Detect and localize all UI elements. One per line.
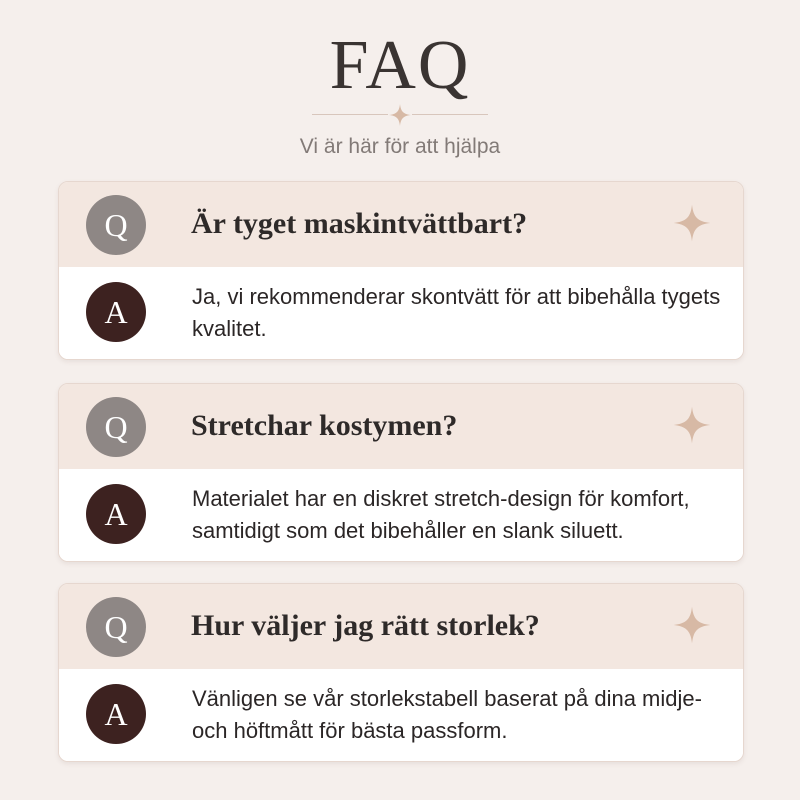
sparkle-icon (672, 405, 712, 445)
answer-row (59, 669, 743, 761)
page-title: FAQ (329, 27, 471, 104)
question-row (59, 384, 743, 470)
question-row (59, 182, 743, 268)
faq-item (58, 181, 744, 360)
question-badge: Q (86, 597, 146, 657)
page-subtitle: Vi är här för att hjälpa (299, 135, 501, 158)
answer-badge: A (86, 282, 146, 342)
question-text: Hur väljer jag rätt storlek? (191, 609, 540, 642)
sparkle-icon (388, 103, 412, 127)
answer-badge: A (86, 484, 146, 544)
question-badge: Q (86, 397, 146, 457)
sparkle-icon (672, 605, 712, 645)
answer-text: Ja, vi rekommenderar skontvätt för att bibehålla tygets kvalitet. (192, 284, 721, 341)
answer-text: Vänligen se vår storlekstabell baserat på dina midje- och höftmått för bästa passform. (192, 686, 702, 743)
answer-row (59, 469, 743, 561)
sparkle-icon (672, 203, 712, 243)
question-text: Är tyget maskintvättbart? (191, 207, 528, 240)
title-divider-right (412, 114, 488, 115)
question-row (59, 584, 743, 670)
faq-item (58, 383, 744, 562)
answer-row (59, 267, 743, 359)
answer-text: Materialet har en diskret stretch-design för komfort, samtidigt som det bibehåller en slank siluett. (192, 486, 690, 543)
question-text: Stretchar kostymen? (191, 409, 458, 442)
title-divider-left (312, 114, 388, 115)
faq-header (0, 0, 800, 170)
question-badge: Q (86, 195, 146, 255)
faq-item (58, 583, 744, 762)
answer-badge: A (86, 684, 146, 744)
